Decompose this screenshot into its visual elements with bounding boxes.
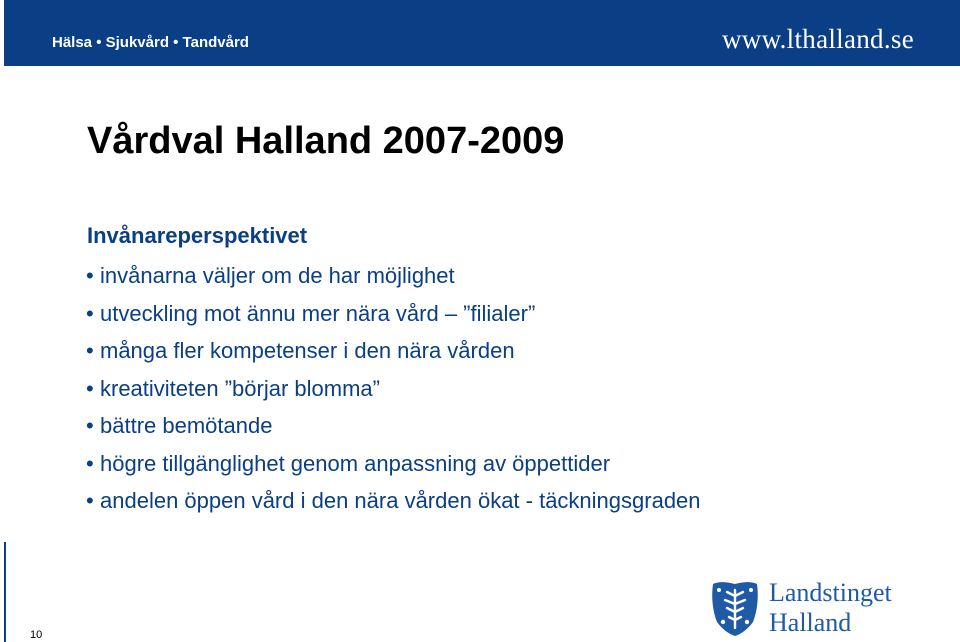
bullet-text: kreativiteten ”börjar blomma” bbox=[100, 375, 380, 401]
landstinget-emblem-icon bbox=[707, 578, 763, 638]
bullet-dot: • bbox=[86, 488, 94, 513]
bullet-text: invånarna väljer om de har möjlighet bbox=[100, 263, 455, 288]
bullet-dot: • bbox=[86, 375, 94, 401]
header-tagline: Hälsa • Sjukvård • Tandvård bbox=[52, 34, 249, 51]
bullet-dot: • bbox=[86, 413, 94, 438]
website-link[interactable]: www.lthalland.se bbox=[721, 24, 914, 54]
bullet-item bbox=[86, 445, 701, 483]
logo-text-line1: Landstinget bbox=[769, 578, 892, 607]
bullet-item bbox=[86, 257, 701, 295]
bullet-item bbox=[86, 295, 701, 333]
bullet-item bbox=[86, 370, 701, 408]
bullet-item bbox=[86, 332, 701, 370]
bullet-text: utveckling mot ännu mer nära vård – ”filialer” bbox=[100, 300, 536, 326]
bullet-dot: • bbox=[86, 300, 94, 326]
bullet-text: många fler kompetenser i den nära vården bbox=[100, 338, 515, 363]
bullet-list bbox=[86, 257, 701, 520]
landstinget-logo bbox=[707, 576, 927, 640]
page-number: 10 bbox=[30, 629, 43, 641]
left-accent-line bbox=[4, 542, 6, 642]
bullet-dot: • bbox=[86, 450, 94, 476]
bullet-dot: • bbox=[86, 263, 94, 288]
bullet-dot: • bbox=[86, 338, 94, 363]
slide-title: Vårdval Halland 2007-2009 bbox=[87, 120, 565, 162]
header-banner bbox=[4, 0, 960, 66]
bullet-text: andelen öppen vård i den nära vården ökat - täckningsgraden bbox=[100, 488, 701, 513]
slide-subtitle: Invånareperspektivet bbox=[87, 223, 308, 248]
bullet-text: högre tillgänglighet genom anpassning av öppettider bbox=[100, 450, 611, 476]
bullet-item bbox=[86, 482, 701, 520]
logo-text-line2: Halland bbox=[769, 608, 852, 637]
bullet-text: bättre bemötande bbox=[100, 413, 273, 438]
bullet-item bbox=[86, 407, 701, 445]
